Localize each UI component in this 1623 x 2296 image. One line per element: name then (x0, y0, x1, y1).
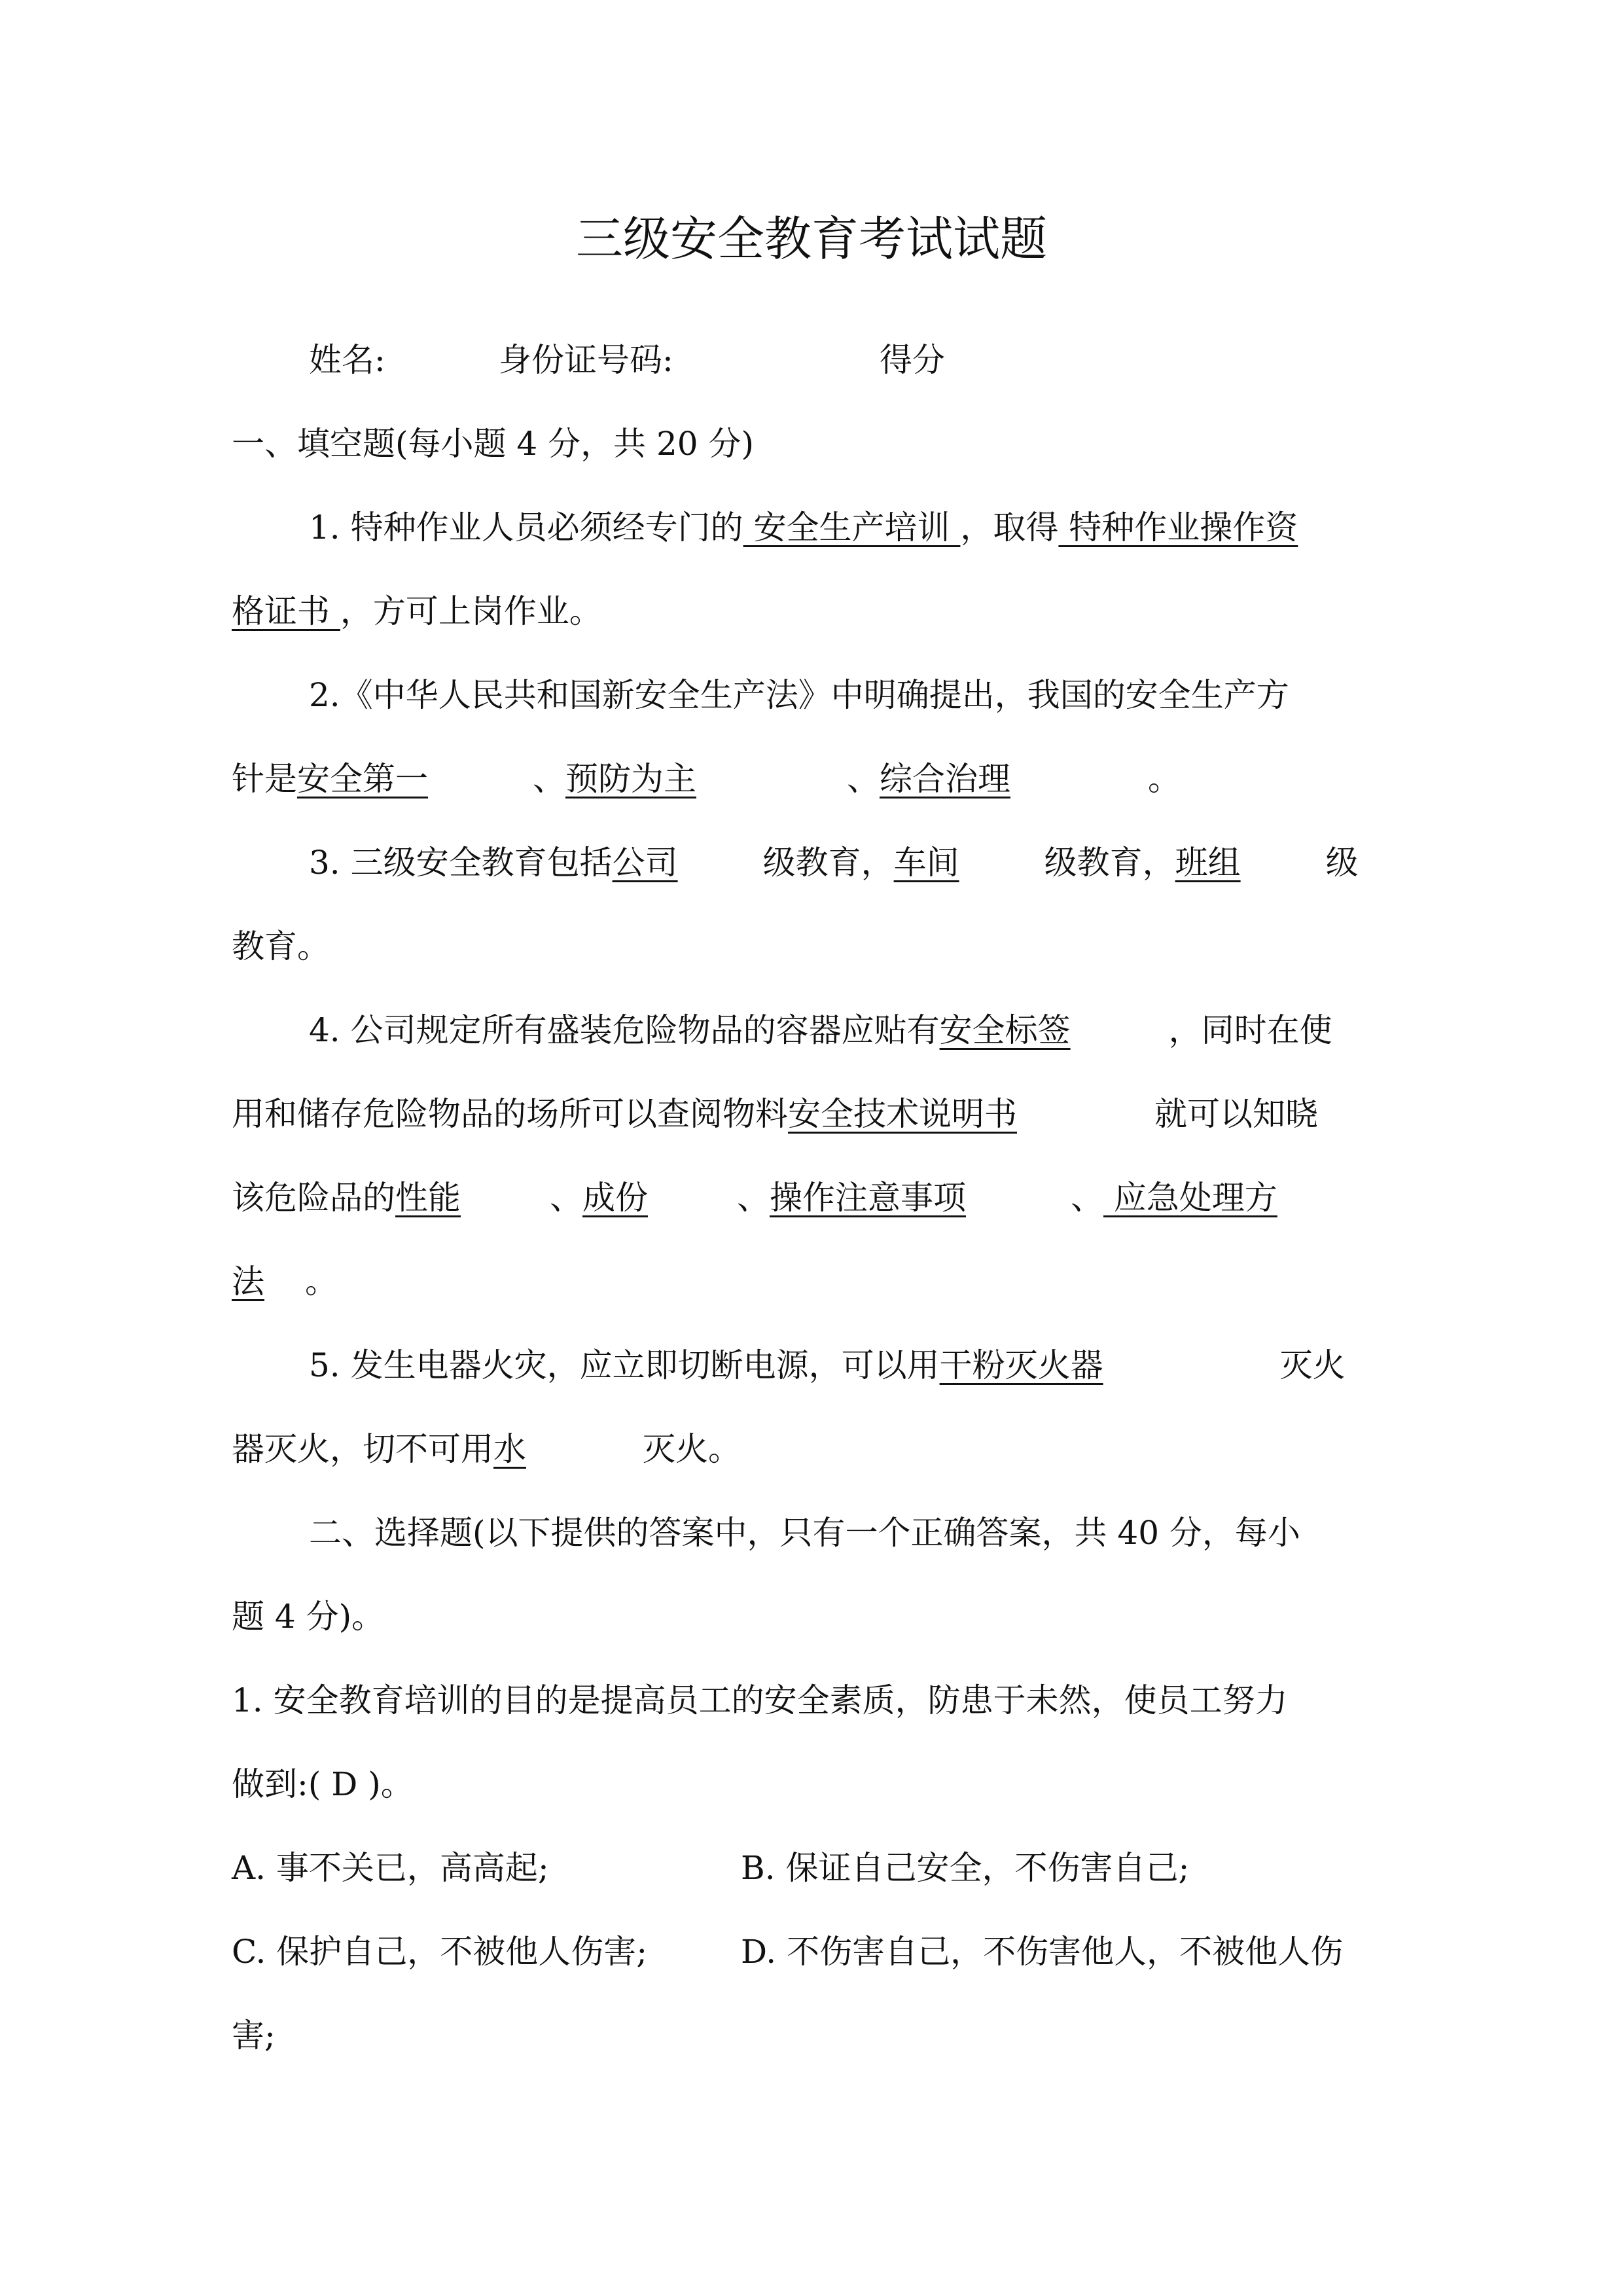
q1-text-mid: ，取得 (960, 509, 1059, 547)
q1-line1 (309, 495, 1552, 560)
option-a: A. 事不关已，高高起; (232, 1849, 549, 1887)
q4-line2 (232, 1081, 1475, 1147)
option-d: D. 不伤害自己，不伤害他人，不被他人伤 (741, 1933, 1344, 1971)
q4-line1 (309, 997, 1552, 1063)
q4-answer-4: 成份 (582, 1179, 648, 1217)
section2-heading: 二、选择题(以下提供的答案中，只有一个正确答案，共 40 分，每小 (309, 1514, 1300, 1552)
q3-answer-2: 车间 (893, 844, 959, 882)
mc-q1-line1: 1. 安全教育培训的目的是提高员工的安全素质，防患于未然，使员工努力 (232, 1681, 1288, 1719)
q4-answer-5: 操作注意事项 (770, 1179, 966, 1217)
q2-sep-2: 、 (847, 760, 880, 798)
q2-end: 。 (1148, 760, 1181, 798)
q2-sep-1: 、 (533, 760, 565, 798)
section2-heading-cont: 题 4 分)。 (232, 1598, 385, 1636)
q4-answer-2: 安全技术说明书 (788, 1095, 1017, 1133)
mc-q1-options-cd (232, 1919, 1475, 1984)
q5-answer-1: 干粉灭火器 (939, 1346, 1103, 1384)
q3-text: 3. 三级安全教育包括 (309, 844, 613, 882)
q4-sep-2: 、 (737, 1179, 770, 1217)
q4-end: 。 (305, 1263, 338, 1300)
option-b: B. 保证自己安全，不伤害自己; (741, 1849, 1190, 1887)
q5-line2 (232, 1416, 1475, 1482)
q1-text-end: ，方可上岗作业。 (340, 592, 602, 630)
q2-line2 (232, 746, 1475, 812)
id-label: 身份证号码: (499, 341, 673, 379)
q5-text-4: 灭火。 (643, 1430, 741, 1468)
q3-answer-1: 公司 (612, 844, 678, 882)
q3-answer-3: 班组 (1175, 844, 1241, 882)
q3-text-4: 级 (1325, 844, 1359, 882)
mc-q1-line2: 做到:( D )。 (232, 1765, 414, 1803)
q4-text-5: 该危险品的 (232, 1179, 395, 1217)
q3-line1 (309, 830, 1552, 895)
q5-answer-2: 水 (493, 1430, 526, 1468)
mc-q1-options-ab (232, 1835, 1475, 1901)
q1-line2 (232, 579, 1475, 644)
q3-text-3: 级教育， (1044, 844, 1175, 882)
q4-line4 (232, 1249, 1475, 1314)
q4-text-3: 用和储存危险物品的场所可以查阅物料 (232, 1095, 788, 1133)
q4-line3 (232, 1165, 1475, 1230)
q3-text-2: 级教育， (762, 844, 894, 882)
q4-sep-1: 、 (550, 1179, 582, 1217)
q4-answer-6-cont: 法 (232, 1263, 264, 1300)
q2-line1: 2.《中华人民共和国新安全生产法》中明确提出，我国的安全生产方 (309, 676, 1289, 714)
q4-text-4: 就可以知晓 (1154, 1095, 1318, 1133)
option-c: C. 保护自己，不被他人伤害; (232, 1933, 648, 1971)
q4-answer-3: 性能 (395, 1179, 461, 1217)
score-label: 得分 (880, 341, 945, 379)
q4-text-2: ，同时在使 (1168, 1011, 1332, 1049)
q1-answer-1: 安全生产培训 (743, 509, 961, 547)
option-d-cont: 害; (232, 2017, 276, 2054)
q5-text: 5. 发生电器火灾，应立即切断电源，可以用 (309, 1346, 940, 1384)
q5-line1 (309, 1333, 1552, 1398)
page-title: 三级安全教育考试试题 (575, 211, 1047, 266)
section1-heading: 一、填空题(每小题 4 分，共 20 分) (232, 425, 755, 463)
q5-text-2: 灭火 (1279, 1346, 1346, 1384)
q2-answer-1: 安全第一 (297, 760, 428, 798)
q2-text: 针是 (232, 760, 297, 798)
q1-answer-2-cont: 格证书 (232, 592, 340, 630)
q4-sep-3: 、 (1071, 1179, 1103, 1217)
q3-line2: 教育。 (232, 927, 330, 965)
q4-answer-6: 应急处理方 (1103, 1179, 1277, 1217)
info-line (232, 327, 1475, 393)
q2-answer-2: 预防为主 (565, 760, 696, 798)
q4-answer-1: 安全标签 (939, 1011, 1071, 1049)
q4-text: 4. 公司规定所有盛装危险物品的容器应贴有 (309, 1011, 940, 1049)
name-label: 姓名: (309, 341, 385, 379)
q5-text-3: 器灭火，切不可用 (232, 1430, 493, 1468)
q2-answer-3: 综合治理 (880, 760, 1010, 798)
q1-text: 1. 特种作业人员必须经专门的 (309, 509, 743, 547)
q1-answer-2: 特种作业操作资 (1058, 509, 1298, 547)
